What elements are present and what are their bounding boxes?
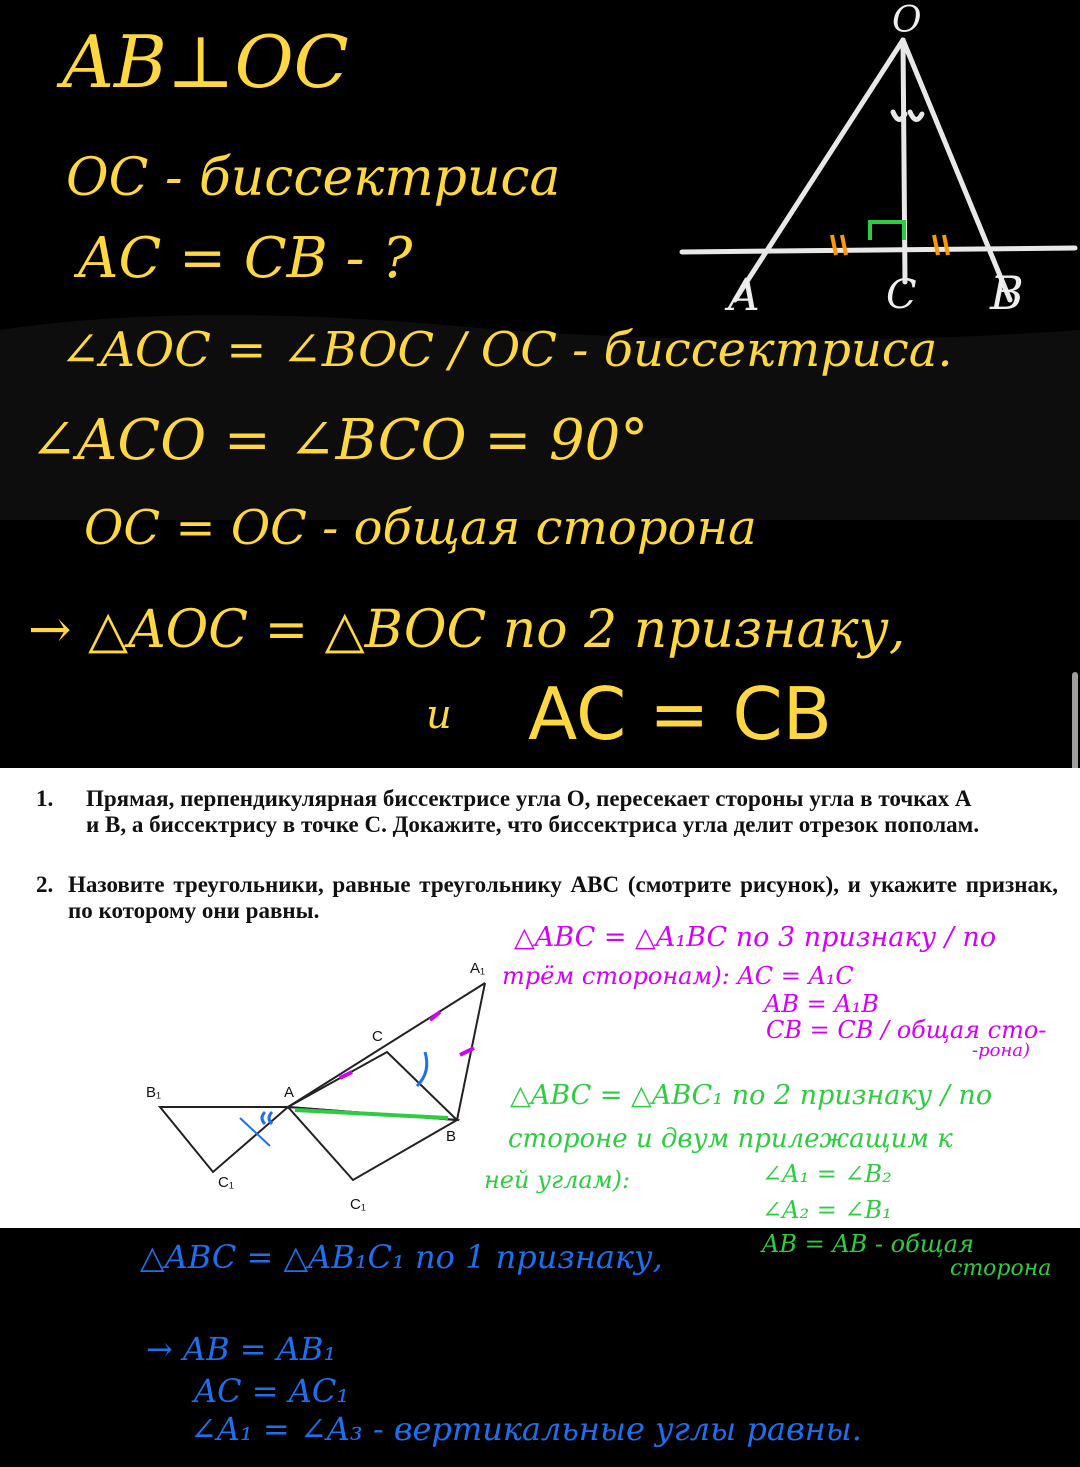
task2-text: Назовите треугольники, равные треугольнику ABC (смотрите рисунок), и укажите признак, по которому они равны.: [68, 872, 1058, 923]
given-bisector: OC - биссектриса: [66, 148, 561, 208]
conclusion-and: и: [426, 692, 452, 738]
fig-label-c: C: [886, 272, 917, 318]
question: AC = CB - ?: [78, 226, 413, 291]
label-c: C: [372, 1028, 383, 1045]
task2-number: 2.: [36, 872, 54, 897]
fig-label-a: A: [728, 270, 760, 321]
step-triangles-equal: → △AOC = △BOC по 2 признаку,: [28, 600, 906, 660]
blue-line-4: ∠A₁ = ∠A₃ - вертикальные углы равны.: [190, 1410, 862, 1448]
task1-number: 1.: [36, 786, 54, 811]
step-angle-aoc: ∠AOC = ∠BOC / OC - биссектриса.: [60, 322, 953, 378]
label-c1-bottom: C₁: [350, 1196, 366, 1213]
green-line-6: AB = AB - общая: [762, 1230, 974, 1258]
label-a1: A₁: [470, 960, 486, 977]
given-perpendicular: AB⊥OC: [62, 20, 349, 104]
label-b: B: [446, 1128, 457, 1145]
magenta-line-2: трём сторонам): AC = A₁C: [502, 962, 854, 990]
magenta-line-3: AB = A₁B: [764, 990, 879, 1018]
magenta-line-1: △ABC = △A₁BC по 3 признаку / по: [514, 922, 997, 953]
magenta-line-4: CB = CB / общая сто-: [766, 1016, 1047, 1044]
green-line-3: ней углам):: [484, 1166, 631, 1194]
fig-label-o: O: [892, 0, 922, 41]
label-a: A: [284, 1084, 295, 1101]
blue-line-2: → AB = AB₁: [146, 1330, 337, 1368]
label-c1-left: C₁: [218, 1174, 234, 1191]
fig-label-b: B: [990, 266, 1024, 320]
green-line-5: ∠A₂ = ∠B₁: [762, 1196, 892, 1224]
conclusion: AC = CB: [528, 672, 833, 756]
magenta-line-5: -рона): [972, 1040, 1031, 1061]
step-angle-aco: ∠ACO = ∠BCO = 90°: [30, 408, 649, 473]
green-line-1: △ABC = △ABC₁ по 2 признаку / по: [510, 1080, 993, 1111]
green-line-2: стороне и двум прилежащим к: [508, 1124, 953, 1154]
green-line-4: ∠A₁ = ∠B₂: [762, 1160, 892, 1188]
green-line-7: сторона: [950, 1256, 1052, 1281]
task1-text: Прямая, перпендикулярная биссектрисе угла O, пересекает стороны угла в точках A и B, а биссектрису в точке C. Докажите, что биссектриса угла делит отрезок пополам.: [86, 786, 980, 837]
step-common-side: OC = OC - общая сторона: [84, 500, 757, 556]
label-b1: B₁: [146, 1084, 162, 1101]
blue-line-3: AC = AC₁: [194, 1372, 350, 1410]
blue-line-1: △ABC = △AB₁C₁ по 1 признаку,: [140, 1238, 663, 1276]
